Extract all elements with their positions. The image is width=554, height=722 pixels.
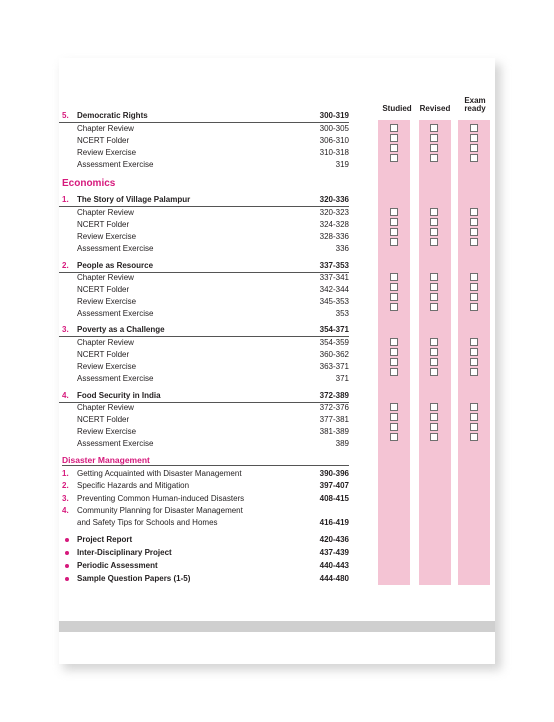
subtopic-row (59, 414, 349, 426)
chapter-pages: 300-319 (319, 111, 349, 120)
studied-checkbox[interactable] (390, 273, 398, 281)
subtopic-row (59, 243, 349, 255)
subtopic-title: Chapter Review (77, 338, 134, 347)
subtopic-row (59, 402, 349, 414)
disaster-row (59, 480, 349, 492)
revised-checkbox[interactable] (430, 293, 438, 301)
revised-checkbox[interactable] (430, 423, 438, 431)
chapter-title: Food Security in India (77, 391, 161, 400)
item-title: Specific Hazards and Mitigation (77, 481, 190, 490)
exam-ready-checkbox[interactable] (470, 433, 478, 441)
subtopic-pages: 337-341 (319, 273, 349, 282)
chapter-pages: 337-353 (319, 261, 349, 270)
studied-checkbox[interactable] (390, 368, 398, 376)
subtopic-row (59, 123, 349, 135)
subtopic-pages: 377-381 (319, 415, 349, 424)
extra-row (59, 547, 349, 559)
exam-ready-checkbox[interactable] (470, 218, 478, 226)
revised-checkbox[interactable] (430, 144, 438, 152)
subtopic-title: NCERT Folder (77, 285, 130, 294)
extra-title: Periodic Assessment (77, 561, 158, 570)
studied-checkbox[interactable] (390, 283, 398, 291)
exam-ready-checkbox[interactable] (470, 208, 478, 216)
revised-checkbox[interactable] (430, 368, 438, 376)
subtopic-title: NCERT Folder (77, 415, 130, 424)
revised-checkbox[interactable] (430, 303, 438, 311)
subtopic-pages: 372-376 (319, 403, 349, 412)
exam-ready-checkbox[interactable] (470, 303, 478, 311)
subtopic-title: Chapter Review (77, 208, 134, 217)
subtopic-pages: 342-344 (319, 285, 349, 294)
studied-checkbox[interactable] (390, 403, 398, 411)
subtopic-row (59, 349, 349, 361)
subtopic-title: Review Exercise (77, 297, 137, 306)
revised-checkbox[interactable] (430, 228, 438, 236)
exam-ready-header-line2: ready (464, 104, 486, 113)
subtopic-pages: 300-305 (319, 124, 349, 133)
disaster-row (59, 505, 349, 517)
item-pages: 397-407 (319, 481, 349, 490)
subtopic-title: Assessment Exercise (77, 244, 154, 253)
studied-checkbox[interactable] (390, 413, 398, 421)
item-pages: 416-419 (319, 518, 349, 527)
subtopic-pages: 306-310 (319, 136, 349, 145)
chapter-number: 5. (62, 111, 69, 120)
subtopic-pages: 363-371 (319, 362, 349, 371)
studied-header: Studied (382, 104, 412, 113)
revised-checkbox[interactable] (430, 134, 438, 142)
subtopic-row (59, 373, 349, 385)
extra-row (59, 534, 349, 546)
chapter-title: Poverty as a Challenge (77, 325, 165, 334)
subtopic-title: Review Exercise (77, 427, 137, 436)
studied-checkbox[interactable] (390, 238, 398, 246)
subtopic-row (59, 219, 349, 231)
extra-pages: 440-443 (319, 561, 349, 570)
chapter-title: The Story of Village Palampur (77, 195, 191, 204)
chapter-title: Democratic Rights (77, 111, 148, 120)
studied-checkbox[interactable] (390, 208, 398, 216)
subtopic-row (59, 207, 349, 219)
item-number: 3. (62, 494, 69, 503)
exam-ready-header (455, 97, 495, 113)
chapter-pages: 372-389 (319, 391, 349, 400)
subtopic-row (59, 361, 349, 373)
subtopic-title: Chapter Review (77, 403, 134, 412)
subtopic-row (59, 147, 349, 159)
studied-checkbox[interactable] (390, 134, 398, 142)
disaster-row (59, 468, 349, 480)
studied-checkbox[interactable] (390, 303, 398, 311)
subtopic-pages: 324-328 (319, 220, 349, 229)
studied-checkbox[interactable] (390, 144, 398, 152)
subtopic-title: Review Exercise (77, 232, 137, 241)
extra-pages: 420-436 (319, 535, 349, 544)
revised-checkbox[interactable] (430, 403, 438, 411)
subtopic-row (59, 159, 349, 171)
exam-ready-checkbox[interactable] (470, 368, 478, 376)
subtopic-pages: 354-359 (319, 338, 349, 347)
subtopic-row (59, 426, 349, 438)
revised-checkbox[interactable] (430, 283, 438, 291)
footer-band (59, 621, 495, 632)
revised-checkbox[interactable] (430, 433, 438, 441)
chapter-title: People as Resource (77, 261, 154, 270)
exam-ready-checkbox[interactable] (470, 293, 478, 301)
chapter-pages: 320-336 (319, 195, 349, 204)
revised-checkbox[interactable] (430, 238, 438, 246)
studied-checkbox[interactable] (390, 338, 398, 346)
item-title: Community Planning for Disaster Management (77, 506, 243, 515)
extra-pages: 437-439 (319, 548, 349, 557)
subtopic-pages: 360-362 (319, 350, 349, 359)
exam-ready-checkbox[interactable] (470, 228, 478, 236)
bullet-icon (65, 551, 69, 555)
bullet-icon (65, 538, 69, 542)
bullet-icon (65, 564, 69, 568)
subtopic-title: NCERT Folder (77, 350, 130, 359)
studied-checkbox[interactable] (390, 228, 398, 236)
extra-title: Inter-Disciplinary Project (77, 548, 172, 557)
subtopic-row (59, 231, 349, 243)
item-title-line2: and Safety Tips for Schools and Homes (77, 518, 218, 527)
subtopic-title: Chapter Review (77, 124, 134, 133)
economics-heading: Economics (62, 178, 116, 189)
extra-pages: 444-480 (319, 574, 349, 583)
revised-checkbox[interactable] (430, 208, 438, 216)
subtopic-row (59, 135, 349, 147)
extra-row (59, 560, 349, 572)
subtopic-pages: 328-336 (319, 232, 349, 241)
disaster-row-continued (59, 517, 349, 529)
disaster-management-heading: Disaster Management (62, 455, 349, 466)
exam-ready-checkbox[interactable] (470, 348, 478, 356)
exam-ready-checkbox[interactable] (470, 273, 478, 281)
exam-ready-checkbox[interactable] (470, 283, 478, 291)
studied-checkbox[interactable] (390, 293, 398, 301)
subtopic-title: Assessment Exercise (77, 160, 154, 169)
chapter-pages: 354-371 (319, 325, 349, 334)
chapter-row (59, 110, 349, 123)
chapter-number: 2. (62, 261, 69, 270)
revised-checkbox[interactable] (430, 273, 438, 281)
revised-checkbox[interactable] (430, 358, 438, 366)
studied-checkbox[interactable] (390, 124, 398, 132)
item-number: 4. (62, 506, 69, 515)
subtopic-pages: 389 (335, 439, 349, 448)
disaster-row (59, 493, 349, 505)
subtopic-pages: 319 (335, 160, 349, 169)
exam-ready-checkbox[interactable] (470, 413, 478, 421)
revised-checkbox[interactable] (430, 154, 438, 162)
chapter-number: 1. (62, 195, 69, 204)
contents-page (59, 58, 495, 664)
exam-ready-checkbox[interactable] (470, 403, 478, 411)
exam-ready-checkbox[interactable] (470, 124, 478, 132)
subtopic-title: Review Exercise (77, 362, 137, 371)
subtopic-title: NCERT Folder (77, 220, 130, 229)
chapter-number: 4. (62, 391, 69, 400)
subtopic-title: Assessment Exercise (77, 374, 154, 383)
subtopic-row (59, 337, 349, 349)
revised-checkbox[interactable] (430, 124, 438, 132)
chapter-row (59, 194, 349, 207)
subtopic-row (59, 308, 349, 320)
item-number: 2. (62, 481, 69, 490)
chapter-number: 3. (62, 325, 69, 334)
exam-ready-checkbox[interactable] (470, 358, 478, 366)
item-pages: 408-415 (319, 494, 349, 503)
revised-checkbox[interactable] (430, 348, 438, 356)
revised-header: Revised (419, 104, 451, 113)
studied-checkbox[interactable] (390, 218, 398, 226)
bullet-icon (65, 577, 69, 581)
subtopic-pages: 371 (335, 374, 349, 383)
subtopic-pages: 320-323 (319, 208, 349, 217)
studied-checkbox[interactable] (390, 348, 398, 356)
extra-title: Project Report (77, 535, 133, 544)
extra-title: Sample Question Papers (1-5) (77, 574, 191, 583)
studied-checkbox[interactable] (390, 154, 398, 162)
revised-checkbox[interactable] (430, 218, 438, 226)
exam-ready-checkbox[interactable] (470, 338, 478, 346)
exam-ready-checkbox[interactable] (470, 134, 478, 142)
subtopic-title: Review Exercise (77, 148, 137, 157)
exam-ready-header-line1: Exam (464, 96, 486, 105)
subtopic-pages: 345-353 (319, 297, 349, 306)
subtopic-pages: 381-389 (319, 427, 349, 436)
subtopic-title: NCERT Folder (77, 136, 130, 145)
extra-row (59, 573, 349, 585)
item-pages: 390-396 (319, 469, 349, 478)
studied-checkbox[interactable] (390, 433, 398, 441)
item-number: 1. (62, 469, 69, 478)
item-title: Getting Acquainted with Disaster Management (77, 469, 242, 478)
studied-checkbox[interactable] (390, 358, 398, 366)
exam-ready-checkbox[interactable] (470, 423, 478, 431)
revised-checkbox[interactable] (430, 413, 438, 421)
subtopic-pages: 353 (335, 309, 349, 318)
studied-checkbox[interactable] (390, 423, 398, 431)
subtopic-title: Assessment Exercise (77, 439, 154, 448)
subtopic-title: Assessment Exercise (77, 309, 154, 318)
item-title: Preventing Common Human-induced Disasters (77, 494, 245, 503)
chapter-row (59, 324, 349, 337)
subtopic-row (59, 438, 349, 450)
subtopic-row (59, 296, 349, 308)
exam-ready-checkbox[interactable] (470, 154, 478, 162)
subtopic-row (59, 272, 349, 284)
subtopic-pages: 310-318 (319, 148, 349, 157)
revised-checkbox[interactable] (430, 338, 438, 346)
subtopic-title: Chapter Review (77, 273, 134, 282)
subtopic-row (59, 284, 349, 296)
exam-ready-checkbox[interactable] (470, 238, 478, 246)
subtopic-pages: 336 (335, 244, 349, 253)
exam-ready-checkbox[interactable] (470, 144, 478, 152)
